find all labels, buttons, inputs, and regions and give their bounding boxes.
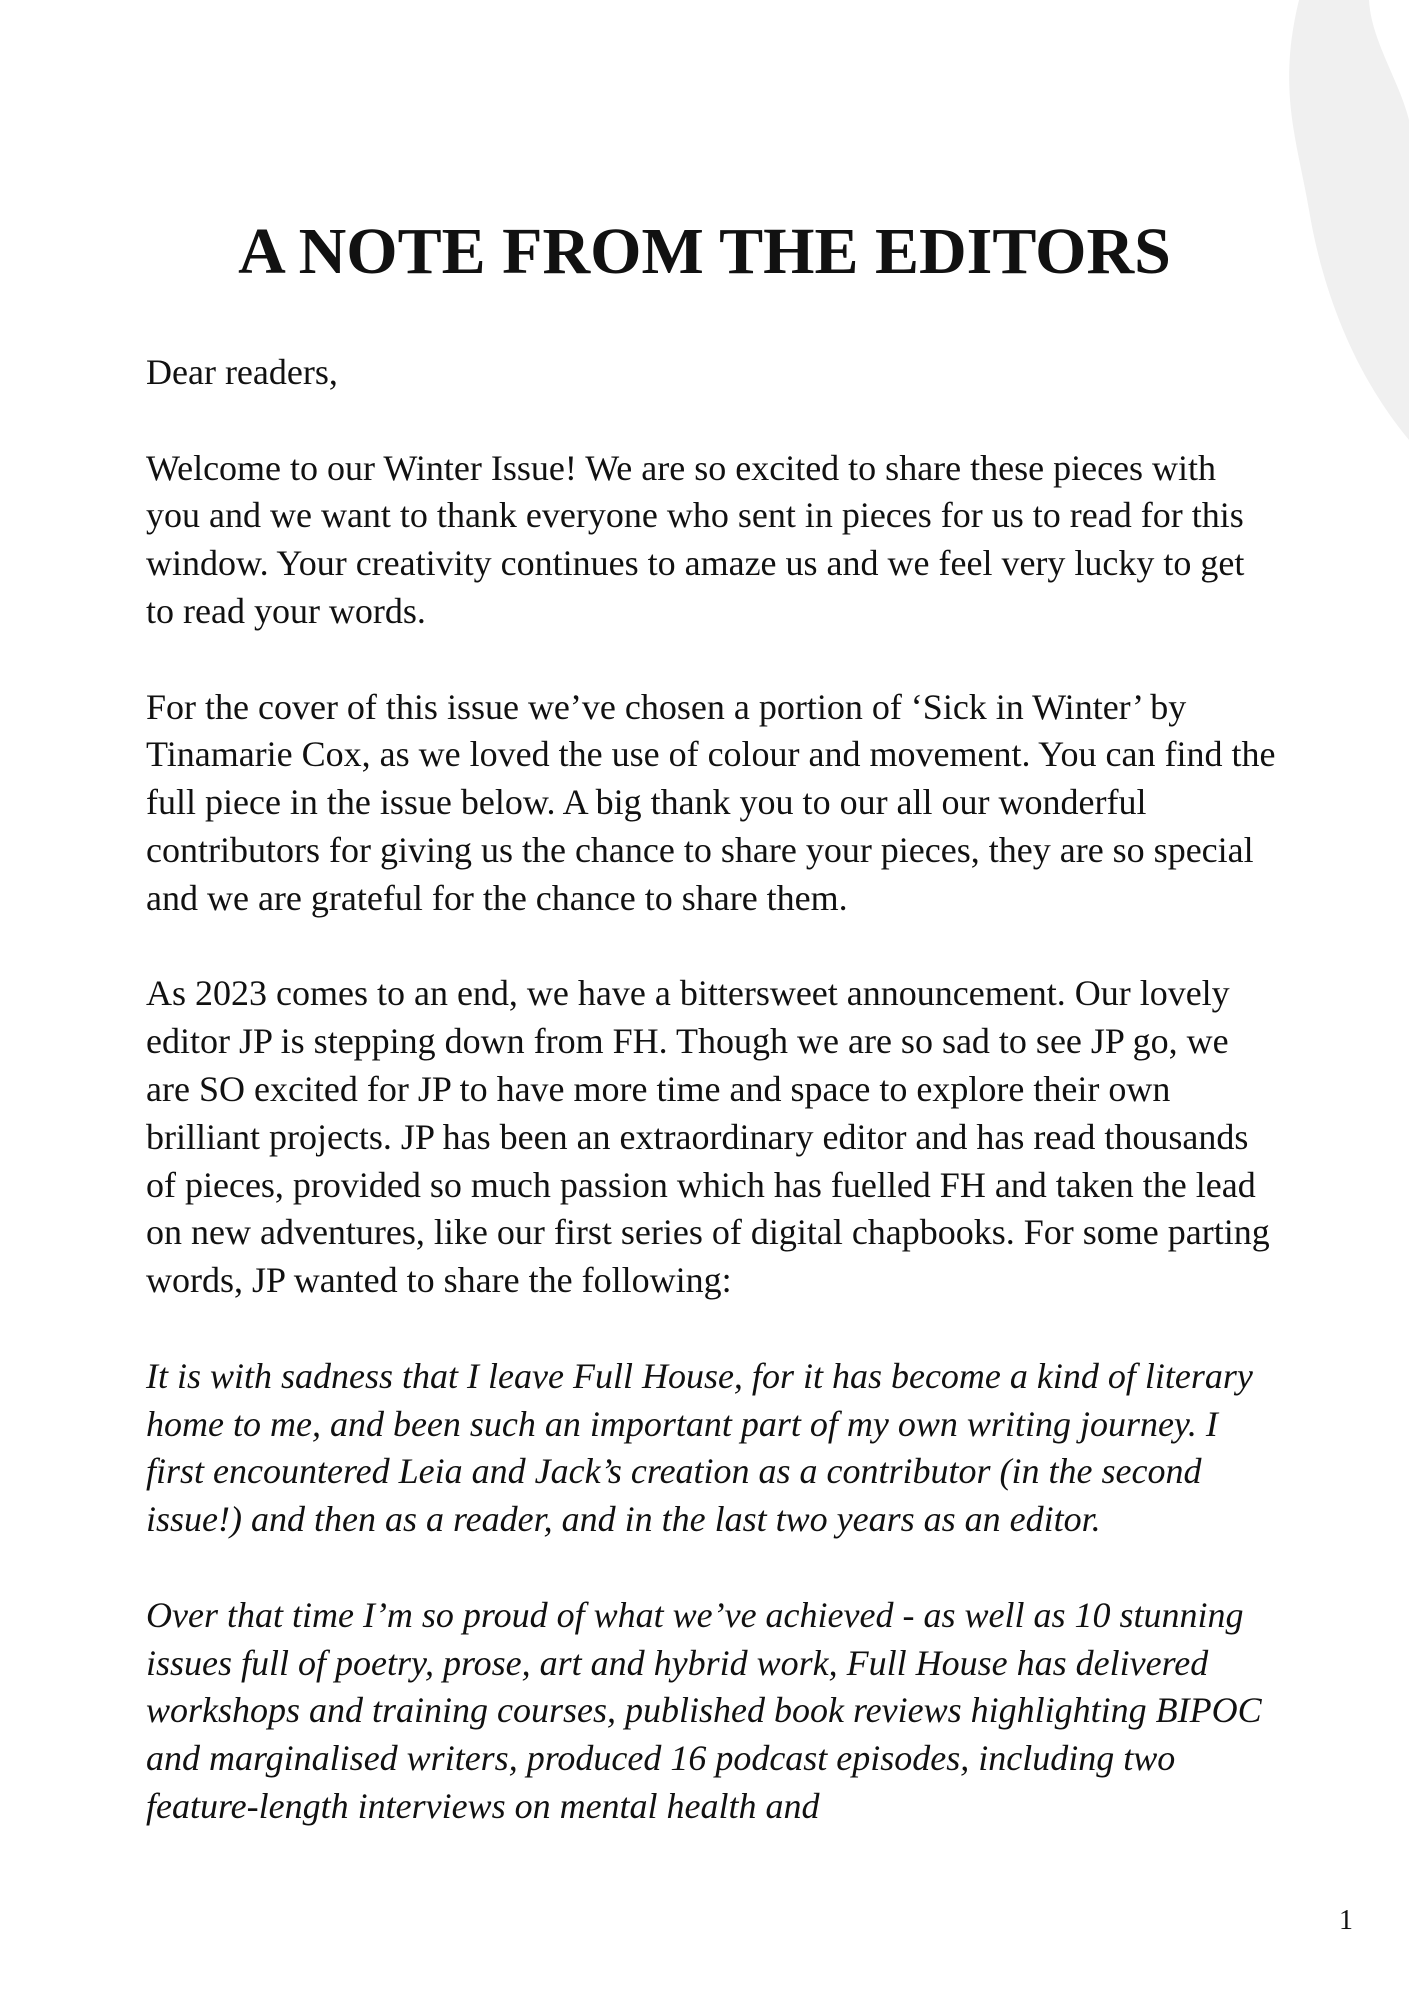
letter-body xyxy=(146,349,1276,1879)
paragraph-welcome: Welcome to our Winter Issue! We are so excited to share these pieces with you and we want to thank everyone who sent in pieces for us to read for this window. Your creativity continues to amaze us and we feel very lucky to get to read your words. xyxy=(146,447,1245,631)
quote-paragraph: It is with sadness that I leave Full House, for it has become a kind of literary home to me, and been such an important part of my own writing journey. I first encountered Leia and Jack’s creation as a contributor (in the second issue!) and then as a reader, and in the last two years as an editor. xyxy=(146,1355,1253,1540)
paragraph-cover: For the cover of this issue we’ve chosen a portion of ‘Sick in Winter’ by Tinamarie Cox, as we loved the use of colour and movement. You can find the full piece in the issue below. A big thank you to our all our wonderful contributors for giving us the chance to share your pieces, they are so special and we are grateful for the chance to share them. xyxy=(146,686,1276,918)
page-number: 1 xyxy=(1339,1905,1353,1936)
paragraph-announcement: As 2023 comes to an end, we have a bittersweet announcement. Our lovely editor JP is stepping down from FH. Though we are so sad to see JP go, we are SO excited for JP to have more time and space to explore their own brilliant projects. JP has been an extraordinary editor and has read thousands of pieces, provided so much passion which has fuelled FH and taken the lead on new adventures, like our first series of digital chapbooks. For some parting words, JP wanted to share the following: xyxy=(146,973,1270,1301)
salutation: Dear readers, xyxy=(146,352,338,392)
page-title: A NOTE FROM THE EDITORS xyxy=(238,215,1171,288)
quote-paragraph: Over that time I’m so proud of what we’ve achieved - as well as 10 stunning issues full of poetry, prose, art and hybrid work, Full House has delivered workshops and training courses, published book reviews highlighting BIPOC and marginalised writers, produced 16 podcast episodes, including two feature-length interviews on mental health and xyxy=(146,1594,1262,1826)
